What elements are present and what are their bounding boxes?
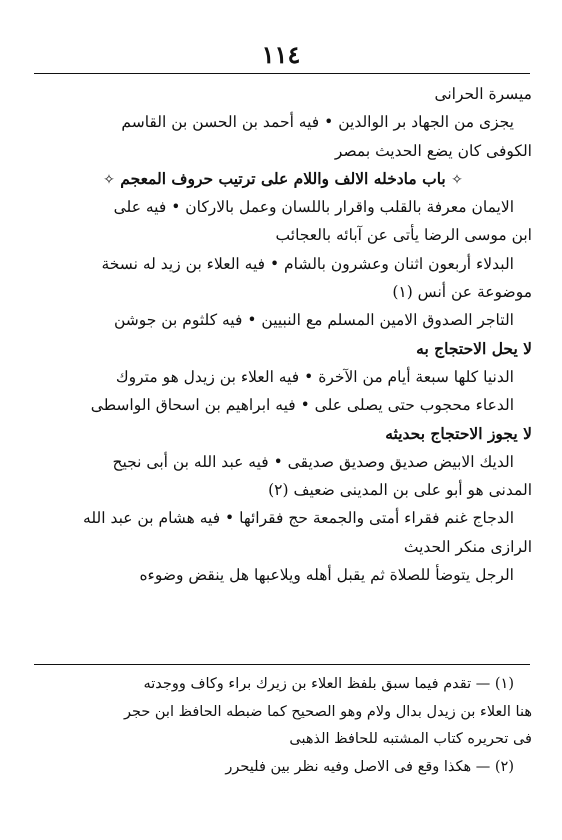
text-line: الدنيا كلها سبعة أيام من الآخرة • فيه العلاء بن زيدل هو متروك	[115, 367, 514, 386]
main-text	[34, 80, 532, 589]
text-line: البدلاء أربعون اثنان وعشرون بالشام • فيه العلاء بن زيد له نسخة	[101, 254, 514, 273]
footnote-line: فى تحريره كتاب المشتبه للحافظ الذهبى	[289, 731, 532, 747]
ornament-right-icon: ✧	[451, 171, 463, 188]
text-line: الايمان معرفة بالقلب واقرار باللسان وعمل بالاركان • فيه على	[113, 198, 514, 217]
footnote-rule	[34, 664, 530, 665]
text-line: لا يحل الاحتجاج به	[416, 338, 532, 358]
footnote-line: (١) — تقدم فيما سبق بلفظ العلاء بن زيرك براء وكاف ووجدته	[143, 676, 514, 692]
page-number: ١١٤	[261, 40, 301, 69]
section-heading	[34, 165, 532, 193]
text-line: الدعاء محجوب حتى يصلى على • فيه ابراهيم بن اسحاق الواسطى	[90, 396, 514, 415]
section-heading-text: باب مادخله الالف واللام على ترتيب حروف المعجم	[120, 168, 446, 188]
text-line: الرازى منكر الحديث	[403, 537, 532, 556]
text-line: لا يجوز الاحتجاج بحديثه	[385, 423, 532, 443]
footnotes	[34, 671, 532, 781]
header-rule	[34, 73, 530, 74]
text-line: ميسرة الحرانى	[434, 85, 532, 103]
footnote-line: (٢) — هكذا وقع فى الاصل وفيه نظر بين فليحرر	[225, 758, 514, 775]
text-line: موضوعة عن أنس (١)	[392, 283, 532, 302]
text-line: المدنى هو أبو على بن المدينى ضعيف (٢)	[268, 481, 532, 500]
text-line: الرجل يتوضأ للصلاة ثم يقبل أهله ويلاعبها هل ينقض وضوءه	[139, 566, 514, 585]
text-line: ابن موسى الرضا يأتى عن آبائه بالعجائب	[275, 226, 532, 245]
text-line: الكوفى كان يضع الحديث بمصر	[334, 141, 532, 160]
text-line: الديك الابيض صديق وصديق صديقى • فيه عبد الله بن أبى نجيح	[112, 452, 514, 471]
text-line: التاجر الصدوق الامين المسلم مع النبيين • فيه كلثوم بن جوشن	[113, 311, 514, 330]
footnote-line: هنا العلاء بن زيدل بدال ولام وهو الصحيح كما ضبطه الحافظ ابن حجر	[123, 703, 532, 720]
text-line: الدجاج غنم فقراء أمتى والجمعة حج فقرائها • فيه هشام بن عبد الله	[83, 509, 514, 528]
ornament-left-icon: ✧	[103, 171, 115, 188]
text-line: يجزى من الجهاد بر الوالدين • فيه أحمد بن الحسن بن القاسم	[121, 113, 514, 132]
